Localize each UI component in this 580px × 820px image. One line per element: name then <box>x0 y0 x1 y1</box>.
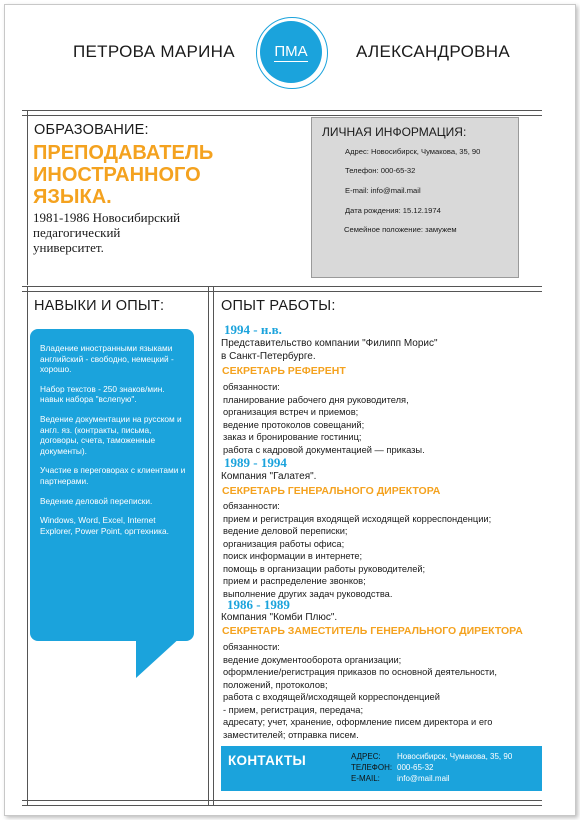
duty-line: организация работы офиса; <box>223 538 345 549</box>
duty-line: заместителей; отправка писем. <box>223 729 359 740</box>
contacts-bar <box>221 746 542 791</box>
name-second-part: АЛЕКСАНДРОВНА <box>356 42 510 61</box>
education-position <box>33 142 213 208</box>
contact-phone-label: ТЕЛЕФОН: <box>351 763 393 772</box>
job-3-company: Компания "Комби Плюс". <box>221 612 338 623</box>
divider-mid-2 <box>22 291 542 292</box>
duty-line: планирование рабочего дня руководителя, <box>223 394 409 405</box>
personal-family: Семейное положение: замужем <box>344 225 457 234</box>
personal-info-title: ЛИЧНАЯ ИНФОРМАЦИЯ: <box>322 125 467 139</box>
divider-top-1 <box>22 110 542 111</box>
contact-email[interactable]: info@mail.mail <box>397 774 450 783</box>
skill-item: Windows, Word, Excel, Internet Explorer, Power Point, оргтехника. <box>40 515 169 536</box>
duty-line: обязанности: <box>223 642 280 652</box>
skill-item: Набор текстов - 250 знаков/мин. навык набора "вслепую". <box>40 383 165 405</box>
duty-line: оформление/регистрация приказов по основной деятельности, <box>223 667 497 677</box>
divider-bottom-1 <box>22 800 542 801</box>
duty-line: ведение документооборота организации; <box>223 654 402 665</box>
education-details <box>33 210 180 255</box>
personal-info-box <box>311 117 519 278</box>
divider-vertical-left <box>27 286 28 806</box>
initials-text: ПМА <box>274 43 308 60</box>
contact-address: Новосибирск, Чумакова, 35, 90 <box>397 752 513 761</box>
job-2-years: 1989 - 1994 <box>224 455 287 470</box>
job-1-company-line-2: в Санкт-Петербурге. <box>221 350 316 362</box>
education-title: ОБРАЗОВАНИЕ: <box>34 122 149 138</box>
job-1-duties <box>223 381 425 456</box>
duty-line: заказ и бронирование гостиниц; <box>223 432 362 442</box>
duty-line: ведение протоколов совещаний; <box>223 419 365 430</box>
duty-line: адресату; учет, хранение, оформление писем директора и его <box>223 717 493 727</box>
personal-birth: Дата рождения: 15.12.1974 <box>345 206 441 215</box>
contact-phone: 000-65-32 <box>397 763 434 772</box>
experience-title: ОПЫТ РАБОТЫ: <box>221 298 336 314</box>
skills-list <box>40 343 188 545</box>
divider-vertical-center-2 <box>213 286 214 806</box>
duty-line: положений, протоколов; <box>223 679 328 690</box>
education-line-1: 1981-1986 Новосибирский <box>33 210 181 225</box>
personal-phone: Телефон: 000-65-32 <box>345 166 416 175</box>
duty-line: организация встреч и приемов; <box>223 407 359 417</box>
duty-line: работа с кадровой документацией — приказы. <box>223 444 425 455</box>
position-line-2: ИНОСТРАННОГО <box>33 164 201 186</box>
contact-email-label: E-MAIL: <box>351 774 380 783</box>
personal-address: Адрес: Новосибирск, Чумакова, 35, 90 <box>345 147 481 156</box>
skills-title: НАВЫКИ И ОПЫТ: <box>34 298 165 314</box>
divider-vertical-left-top <box>27 110 28 285</box>
education-line-3: университет. <box>33 240 104 255</box>
contacts-title: КОНТАКТЫ <box>228 753 307 768</box>
job-1-company-line-1: Представительство компании "Филипп Морис" <box>221 338 438 349</box>
skill-item: Ведение деловой переписки. <box>40 495 153 506</box>
skill-item: Ведение документации на русском и англ. яз. (контракты, письма, договоры, счета, таможенные документы). <box>40 413 182 456</box>
job-2-role: СЕКРЕТАРЬ ГЕНЕРАЛЬНОГО ДИРЕКТОРА <box>222 485 441 497</box>
skill-item: Участие в переговорах с клиентами и партнерами. <box>40 465 186 486</box>
divider-top-2 <box>22 115 542 116</box>
bubble-tail <box>136 636 182 678</box>
job-1-company <box>221 338 438 363</box>
divider-bottom-2 <box>22 805 542 806</box>
job-1-years: 1994 - н.в. <box>224 322 282 337</box>
duty-line: прием и регистрация входящей исходящей корреспонденции; <box>223 513 492 524</box>
duty-line: обязанности: <box>223 501 280 511</box>
education-line-2: педагогический <box>33 225 121 240</box>
duty-line: работа с входящей/исходящей корреспонденцией <box>223 692 440 702</box>
name-first-part: ПЕТРОВА МАРИНА <box>73 42 235 61</box>
job-1-role: СЕКРЕТАРЬ РЕФЕРЕНТ <box>222 365 346 377</box>
personal-email: E-mail: info@mail.mail <box>345 186 421 195</box>
duty-line: поиск информации в интернете; <box>223 551 363 561</box>
job-3-role: СЕКРЕТАРЬ ЗАМЕСТИТЕЛЬ ГЕНЕРАЛЬНОГО ДИРЕКТОРА <box>222 625 523 637</box>
initials-logo <box>260 21 322 83</box>
duty-line: помощь в организации работы руководителей; <box>223 563 426 574</box>
job-2-company: Компания "Галатея". <box>221 471 317 482</box>
divider-vertical-center-1 <box>208 286 209 806</box>
position-line-3: ЯЗЫКА. <box>33 186 112 208</box>
job-2-duties <box>223 500 491 600</box>
duty-line: ведение деловой переписки; <box>223 526 348 536</box>
skill-item: Владение иностранными языками английский - свободно, немецкий - хорошо. <box>40 343 174 375</box>
job-3-years: 1986 - 1989 <box>227 597 290 612</box>
job-3-duties <box>223 641 497 741</box>
skills-bubble <box>30 329 194 641</box>
divider-mid-1 <box>22 286 542 287</box>
duty-line: обязанности: <box>223 382 280 392</box>
contact-address-label: АДРЕС: <box>351 752 381 761</box>
duty-line: прием и распределение звонков; <box>223 576 366 586</box>
duty-line: выполнение других задач руководства. <box>223 588 393 599</box>
duty-line: - прием, регистрация, передача; <box>223 704 364 715</box>
position-line-1: ПРЕПОДАВАТЕЛЬ <box>33 142 214 164</box>
